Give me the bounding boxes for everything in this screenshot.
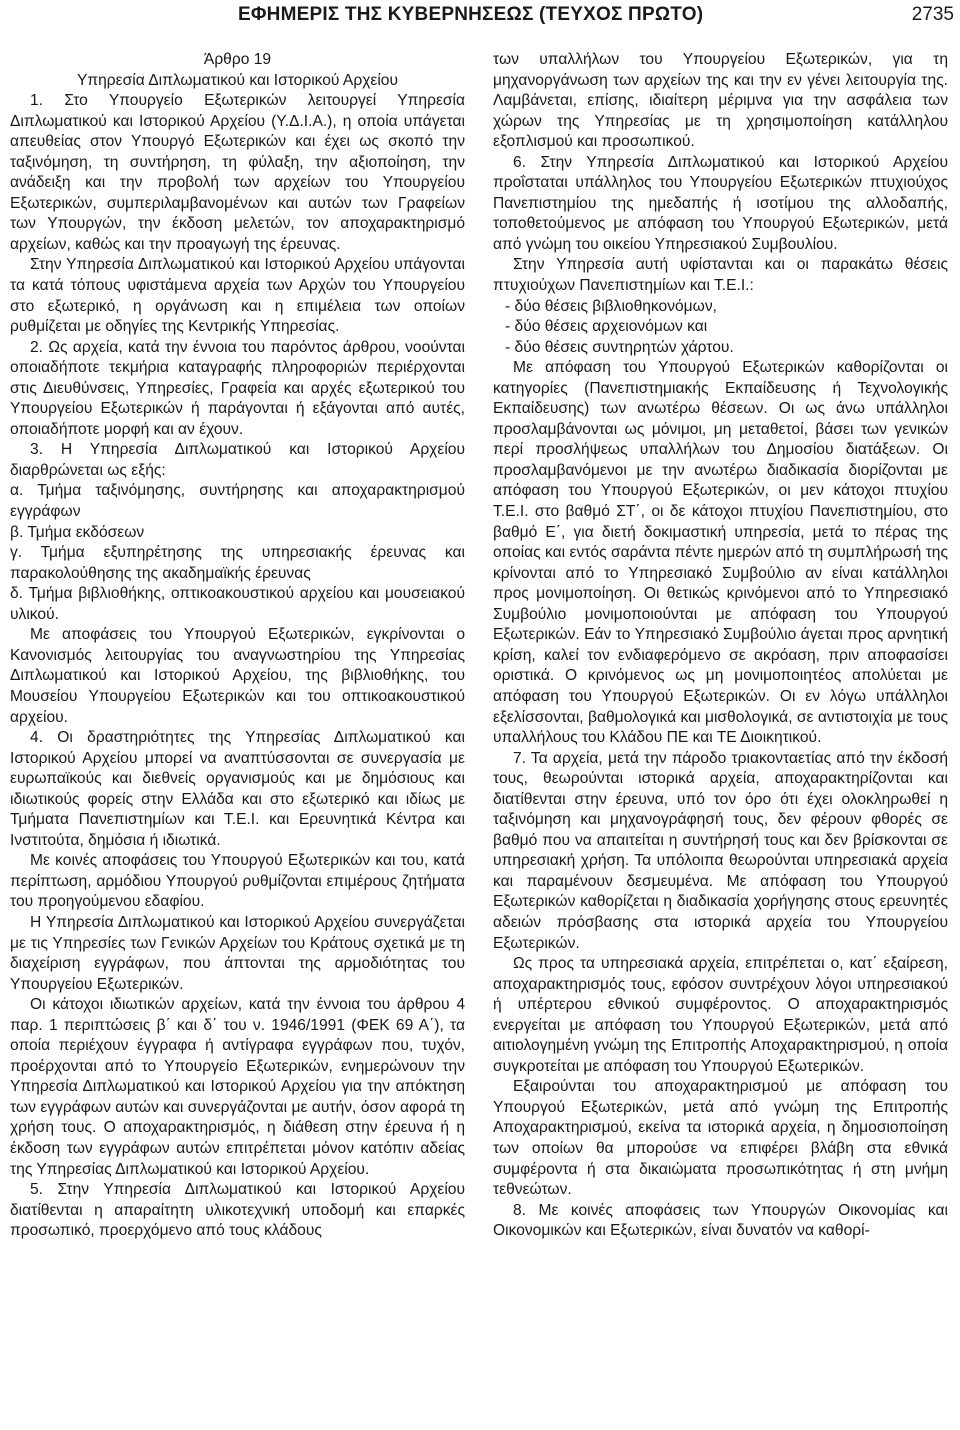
paragraph: Εξαιρούνται του αποχαρακτηρισμού με απόφαση του Υπουργού Εξωτερικών, μετά από γνώμη της Επιτροπής Αποχαρακτηρισμού, εκείνα τα ιστορικά αρχεία, η δημοσιοποίηση των οποίων θα μπορούσε να επιφέρει βλάβη στα εθνικά συμφέροντα ή στα δικαιώματα προσωπικότητας ή στη μνήμη τεθνεώτων.	[493, 1078, 948, 1199]
page-header	[0, 0, 960, 42]
list-item: α. Τμήμα ταξινόμησης, συντήρησης και αποχαρακτηρισμού εγγράφων	[10, 482, 465, 521]
list-item: δ. Τμήμα βιβλιοθήκης, οπτικοακουστικού αρχείου και μουσειακού υλικού.	[10, 585, 465, 623]
paragraph: 1. Στο Υπουργείο Εξωτερικών λειτουργεί Υπηρεσία Διπλωματικού και Ιστορικού Αρχείου (Υ.Δ.Ι.Α.), η οποία υπάγεται απευθείας στον Υπουργό Εξωτερικών και έχει ως σκοπό την ταξινόμηση, τη συντήρηση, τη φύλαξη, την αξιοποίηση, την ανάδειξη και την προβολή των αρχείων του Υπουργείου Εξωτερικών, συμπεριλαμβανομένων και αυτών των Γραφείων των Υπουργών, την έκδοση μελετών, τον αποχαρακτηρισμό αρχείων, καθώς και την προαγωγή της έρευνας.	[10, 92, 465, 253]
paragraph: 8. Με κοινές αποφάσεις των Υπουργών Οικονομίας και Οικονομικών και Εξωτερικών, είναι δυνατόν να καθορί-	[493, 1201, 948, 1240]
paragraph: Στην Υπηρεσία Διπλωματικού και Ιστορικού Αρχείου υπάγονται τα κατά τόπους υφιστάμενα αρχεία των Αρχών του Υπουργείου στο εξωτερικό, η οργάνωση και η επιμέλεια των οποίων ρυθμίζεται με οδηγίες της Κεντρικής Υπηρεσίας.	[10, 256, 465, 336]
left-column	[10, 50, 465, 1242]
list-item: β. Τμήμα εκδόσεων	[10, 523, 145, 541]
paragraph: Οι κάτοχοι ιδιωτικών αρχείων, κατά την έννοια του άρθρου 4 παρ. 1 περιπτώσεις β΄ και δ΄ του ν. 1946/1991 (ΦΕΚ 69 Α΄), τα οποία περιέχουν έγγραφα ή αντίγραφα εγγράφων που, τυχόν, προέρχονται από το Υπουργείο Εξωτερικών, ενημερώνουν την Υπηρεσία Διπλωματικού και Ιστορικού Αρχείου για την απόκτηση των εγγράφων αυτών και συνεργάζονται με αυτήν, όσον αφορά τη χρήση τους. Ο αποχαρακτηρισμός, η διάθεση στην έρευνα ή η έκδοση των εγγράφων αυτών επιτρέπεται μόνον κατόπιν αδείας της Υπηρεσίας Διπλωματικού και Ιστορικού Αρχείου.	[10, 996, 465, 1178]
paragraph: 3. Η Υπηρεσία Διπλωματικού και Ιστορικού Αρχείου διαρθρώνεται ως εξής:	[10, 441, 465, 479]
paragraph: Με αποφάσεις του Υπουργού Εξωτερικών, εγκρίνονται ο Κανονισμός λειτουργίας του αναγνωστηρίου της Υπηρεσίας Διπλωματικού και Ιστορικού Αρχείου, της βιβλιοθήκης, του Μουσείου Υπουργείου Εξωτερικών και του οπτικοακουστικού αρχείου.	[10, 626, 465, 726]
paragraph: Ως προς τα υπηρεσιακά αρχεία, επιτρέπεται ο, κατ΄ εξαίρεση, αποχαρακτηρισμός τους, εφόσον συντρέχουν λόγοι υπηρεσιακού ή υπέρτερου εθνικού συμφέροντος. Ο αποχαρακτηρισμός ενεργείται με απόφαση του Υπουργού Εξωτερικών, μετά από αιτιολογημένη γνώμη της Επιτροπής Αποχαρακτηρισμού, η οποία συγκροτείται με απόφαση του Υπουργού Εξωτερικών.	[493, 955, 948, 1075]
paragraph: Η Υπηρεσία Διπλωματικού και Ιστορικού Αρχείου συνεργάζεται με τις Υπηρεσίες των Γενικών Αρχείων του Κράτους σχετικά με τη διαχείριση εγγράφων, που άπτονται της αρμοδιότητας του Υπουργείου Εξωτερικών.	[10, 913, 465, 993]
list-item: - δύο θέσεις αρχειονόμων και	[505, 318, 708, 336]
list-item: - δύο θέσεις συντηρητών χάρτου.	[505, 338, 734, 356]
page-number: 2735	[911, 4, 954, 25]
list-item: - δύο θέσεις βιβλιοθηκονόμων,	[505, 297, 717, 315]
list-item: γ. Τμήμα εξυπηρέτησης της υπηρεσιακής έρευνας και παρακολούθησης της ακαδημαϊκής έρευνας	[10, 544, 465, 582]
paragraph: των υπαλλήλων του Υπουργείου Εξωτερικών, για τη μηχανοργάνωση των αρχείων της και την εν γένει λειτουργία της. Λαμβάνεται, επίσης, ιδιαίτερη μέριμνα για την ασφάλεια των χώρων της Υπηρεσίας με τη χρησιμοποίηση κατάλληλου εξοπλισμού και προσωπικού.	[493, 51, 948, 151]
paragraph: 4. Οι δραστηριότητες της Υπηρεσίας Διπλωματικού και Ιστορικού Αρχείου μπορεί να αναπτύσσονται σε συνεργασία με ευρωπαϊκούς και διεθνείς οργανισμούς και με δημόσιους και ιδιωτικούς φορείς στην Ελλάδα και στο εξωτερικό και ιδίως με Τμήματα Πανεπιστημίων και Τ.Ε.Ι. και Ερευνητικά Κέντρα και Ινστιτούτα, δημόσια ή ιδιωτικά.	[10, 729, 465, 849]
paragraph: Στην Υπηρεσία αυτή υφίστανται και οι παρακάτω θέσεις πτυχιούχων Πανεπιστημίων και Τ.Ε.Ι.:	[493, 256, 948, 295]
paragraph: 6. Στην Υπηρεσία Διπλωματικού και Ιστορικού Αρχείου προΐσταται υπάλληλος του Υπουργείου Εξωτερικών πτυχιούχος Πανεπιστημίου της ημεδαπής ή ισοτίμου της αλλοδαπής, τοποθετούμενος με απόφαση του Υπουργού Εξωτερικών, μετά από γνώμη του οικείου Υπηρεσιακού Συμβουλίου.	[493, 153, 948, 253]
paragraph: 2. Ως αρχεία, κατά την έννοια του παρόντος άρθρου, νοούνται οποιαδήποτε τεκμήρια καταγραφής πληροφοριών περιέρχονται στις Διευθύνσεις, Υπηρεσίες, Γραφεία και αρχές εξωτερικού του Υπουργείου Εξωτερικών ή παράγονται ή εξάγονται από αυτές, οποιαδήποτε μορφή και αν έχουν.	[10, 338, 465, 438]
gazette-header-title: ΕΦΗΜΕΡΙΣ ΤΗΣ ΚΥΒΕΡΝΗΣΕΩΣ (ΤΕΥΧΟΣ ΠΡΩΤΟ)	[238, 4, 704, 25]
article-number: Άρθρο 19	[203, 51, 272, 68]
paragraph: 7. Τα αρχεία, μετά την πάροδο τριακονταετίας από την έκδοσή τους, θεωρούνται ιστορικά αρχεία, αποχαρακτηρίζονται και διατίθενται στην έρευνα, υπό τον όρο ότι έχει ολοκληρωθεί η ταξινόμηση και μηχανογράφησή τους, δεν φέρουν φθορές σε βαθμό που να απαιτείται η συντήρησή τους και δεν βρίσκονται σε υπηρεσιακή χρήση. Τα υπόλοιπα θεωρούνται υπηρεσιακά αρχεία και παραμένουν δεσμευμένα. Με απόφαση του Υπουργού Εξωτερικών καθορίζεται η διαδικασία χορήγησης στους ερευνητές αδειών πρόσβασης στα ιστορικά αρχεία του Υπουργείου Εξωτερικών.	[493, 749, 948, 952]
right-column	[493, 50, 948, 1242]
paragraph: 5. Στην Υπηρεσία Διπλωματικού και Ιστορικού Αρχείου διατίθενται η απαραίτητη υλικοτεχνική υποδομή και επαρκές προσωπικό, προερχόμενο από τους κλάδους	[10, 1181, 465, 1240]
paragraph: Με απόφαση του Υπουργού Εξωτερικών καθορίζονται οι κατηγορίες (Πανεπιστημιακής Εκπαίδευσης ή Τεχνολογικής Εκπαίδευσης) των ανωτέρω θέσεων. Οι ως άνω υπάλληλοι προσλαμβάνονται ως μόνιμοι, μη μεταθετοί, βάσει των γενικών περί προσλήψεως υπαλλήλων του Δημοσίου διατάξεων. Οι προσλαμβανόμενοι με την ανωτέρω διαδικασία διορίζονται με απόφαση του Υπουργού Εξωτερικών, οι μεν κάτοχοι πτυχίου Τ.Ε.Ι. στο βαθμό ΣΤ΄, οι δε κάτοχοι πτυχίου Πανεπιστημίου, στο βαθμό Ε΄, για διετή δοκιμαστική υπηρεσία, μετά το πέρας της οποίας και εντός σαράντα πέντε ημερών από τη συμπλήρωσή της κρίνονται από το Υπηρεσιακό Συμβούλιο αν είναι κατάλληλοι προς μονιμοποίηση. Οι θετικώς κρινόμενοι από το Υπηρεσιακό Συμβούλιο μονιμοποιούνται με απόφαση του Υπουργού Εξωτερικών. Εάν το Υπηρεσιακό Συμβούλιο άγεται προς αρνητική κρίση, καλεί τον ενδιαφερόμενο σε ακρόαση, πριν αποφασίσει οριστικά. Ο κρινόμενος ως μη μονιμοποιητέος απολύεται με απόφαση του Υπουργού Εξωτερικών. Οι εν λόγω υπάλληλοι εξελίσσονται, βαθμολογικά και μισθολογικά, σε αντιστοιχία με τους υπαλλήλους του Κλάδου ΠΕ και ΤΕ Διοικητικού.	[493, 359, 948, 747]
article-title: Υπηρεσία Διπλωματικού και Ιστορικού Αρχείου	[76, 71, 399, 89]
paragraph: Με κοινές αποφάσεις του Υπουργού Εξωτερικών και του, κατά περίπτωση, αρμόδιου Υπουργού ρυθμίζονται επιμέρους ζητήματα του προηγούμενου εδαφίου.	[10, 852, 465, 911]
